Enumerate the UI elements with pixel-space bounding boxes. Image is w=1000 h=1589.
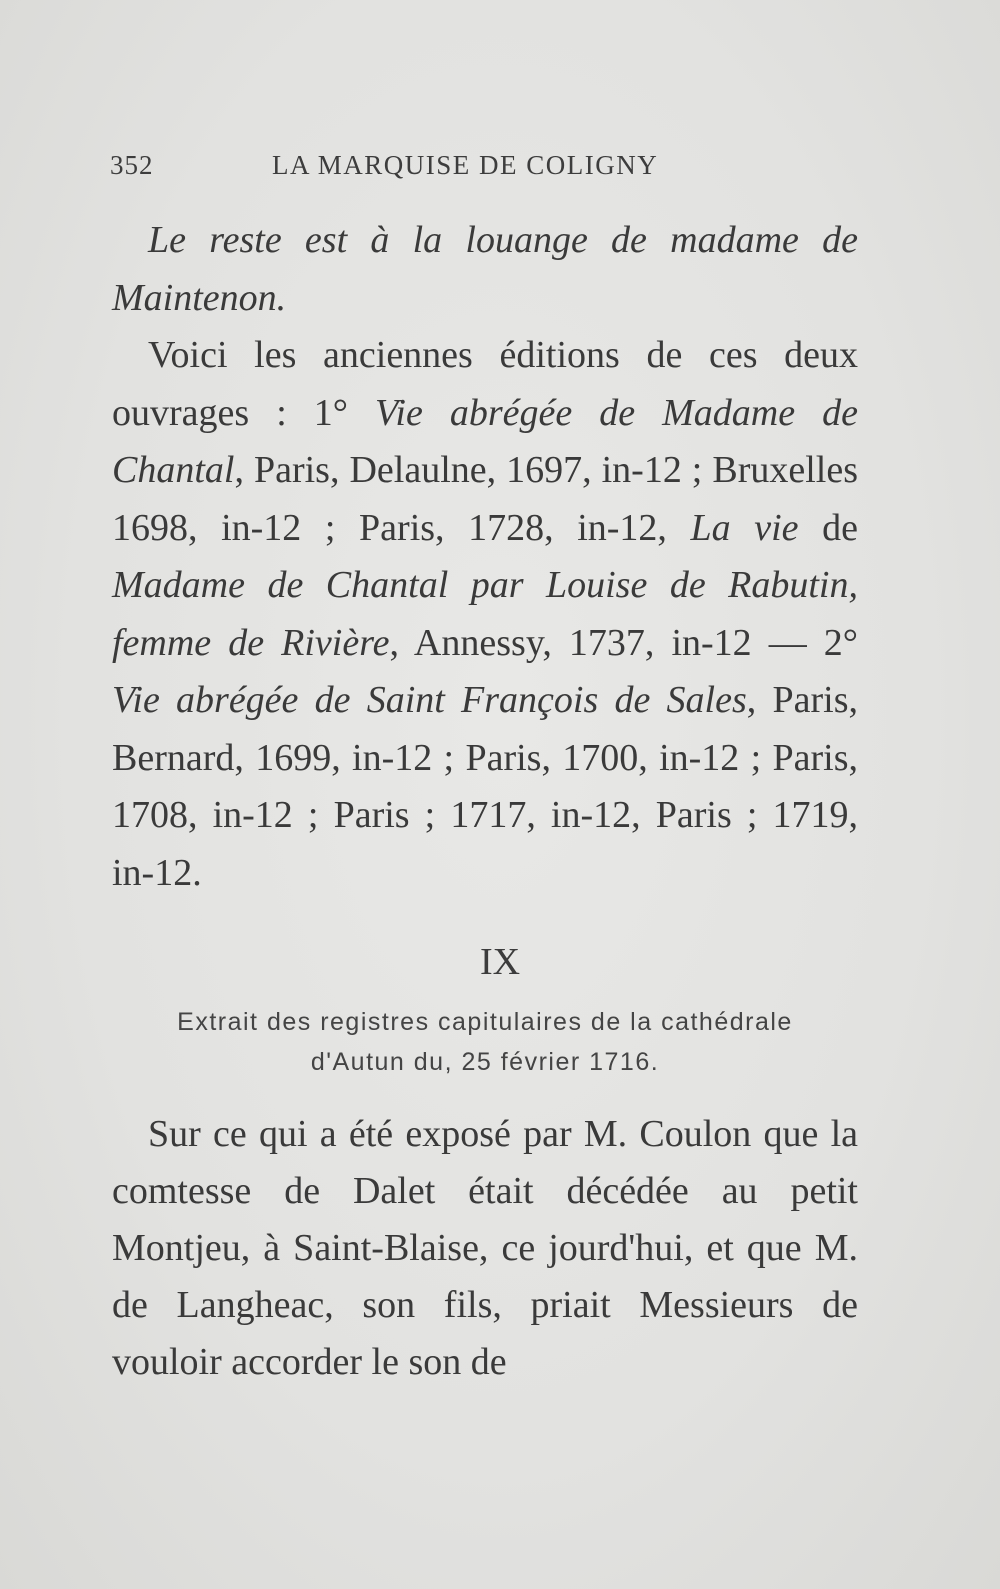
paragraph: Sur ce qui a été exposé par M. Coulon que la comtesse de Dalet était décédée au petit Montjeu, à Saint-Blaise, ce jourd'hui, et que M. de Langheac, son fils, priait Messieurs de vouloir accorder le son de: [112, 1113, 858, 1383]
running-head: [110, 150, 870, 186]
paragraph: [112, 327, 858, 902]
italic-text: La vie: [690, 506, 799, 549]
italic-text: Vie abrégée de Madame de Chantal: [112, 391, 858, 491]
section-heading-line: Extrait des registres capitulaires de la cathédrale: [177, 1008, 793, 1036]
body-text: [112, 1106, 858, 1391]
section-number: IX: [479, 941, 521, 983]
italic-text: Le reste est à la louange de madame de Maintenon.: [112, 219, 858, 319]
text-segment: , Paris, Bernard, 1699, in-12 ; Paris, 1700, in-12 ; Paris, 1708, in-12 ; Paris ; 1717, in-12, Paris ; 1719, in-12.: [112, 679, 858, 894]
paragraph: [112, 212, 858, 327]
page-number: 352: [110, 150, 154, 180]
italic-text: Madame de Chantal par Louise de Rabutin, femme de Rivière: [112, 564, 858, 664]
text-segment: , Paris, Delaulne, 1697, in-12 ; Bruxelles 1698, in-12 ; Paris, 1728, in-12,: [112, 449, 858, 549]
running-title: LA MARQUISE DE COLIGNY: [272, 150, 659, 180]
section-heading: [112, 1002, 858, 1082]
text-segment: , Annessy, 1737, in-12 — 2°: [389, 621, 858, 664]
section-heading-line: d'Autun du, 25 février 1716.: [310, 1048, 660, 1076]
body-text: [112, 212, 858, 902]
text-segment: de: [798, 506, 858, 549]
italic-text: Vie abrégée de Saint François de Sales: [112, 679, 747, 721]
text-segment: Voici les anciennes éditions de ces deux ouvrages : 1°: [112, 334, 858, 434]
